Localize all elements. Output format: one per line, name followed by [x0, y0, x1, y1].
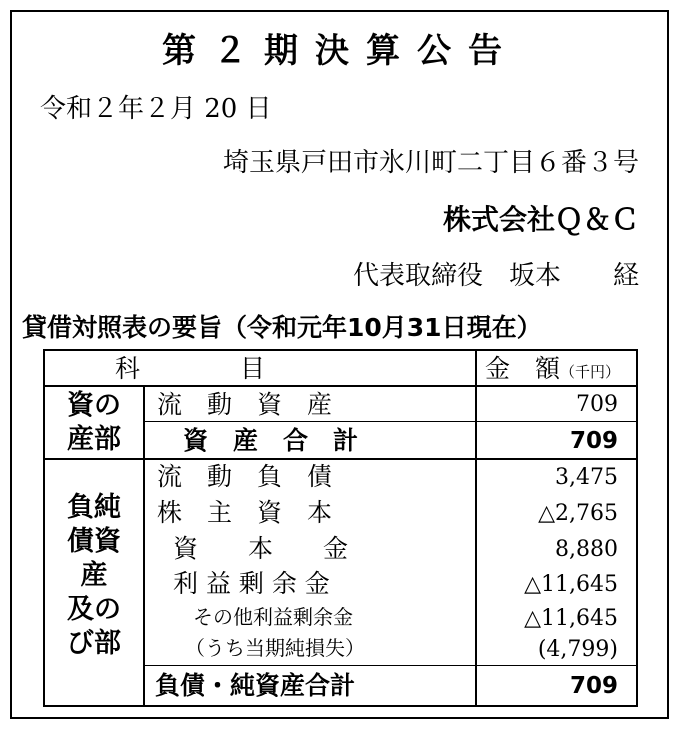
capital-stock-label: 資 本 金: [173, 534, 349, 563]
net-loss-label: （うち当期純損失）: [185, 636, 365, 660]
assets-section-divider: [45, 458, 636, 460]
current-assets-label: 流 動 資 産: [157, 390, 333, 419]
header-unit: （千円）: [560, 363, 621, 381]
company-address: 埼玉県戸田市氷川町二丁目６番３号: [222, 148, 639, 178]
section-column-divider: [143, 387, 145, 705]
total-liabilities-net-assets-label: 負債・純資産合計: [155, 671, 356, 700]
shareholders-equity-label: 株 主 資 本: [157, 498, 333, 527]
balance-sheet-table: [43, 349, 638, 707]
capital-stock-value: 8,880: [555, 537, 618, 562]
current-liabilities-label: 流 動 負 債: [157, 462, 333, 491]
shareholders-equity-value: △2,765: [538, 501, 618, 526]
current-liabilities-value: 3,475: [555, 465, 618, 490]
assets-row-divider: [143, 421, 636, 422]
total-row-divider: [143, 665, 636, 666]
amount-column-divider: [475, 351, 477, 705]
company-name: 株式会社Ｑ＆Ｃ: [442, 203, 639, 236]
notice-title: 第２期決算公告: [162, 31, 519, 71]
total-assets-value: 709: [569, 428, 618, 454]
net-loss-value: (4,799): [537, 637, 618, 662]
representative: 代表取締役 坂本 経: [352, 261, 639, 291]
header-amount-label: 金 額: [485, 354, 561, 383]
header-item: 科 目: [115, 354, 266, 383]
header-amount: [485, 356, 620, 381]
retained-earnings-label: 利 益 剰 余 金: [173, 569, 330, 598]
current-assets-value: 709: [576, 392, 618, 417]
total-liabilities-net-assets-value: 709: [569, 673, 618, 699]
total-assets-label: 資 産 合 計: [183, 426, 359, 455]
assets-section-label: 資の 産部: [67, 390, 121, 455]
other-retained-earnings-label: その他利益剰余金: [193, 605, 353, 629]
retained-earnings-value: △11,645: [524, 572, 618, 597]
other-retained-earnings-value: △11,645: [524, 606, 618, 631]
notice-date: 令和２年２月 20 日: [40, 94, 272, 124]
header-divider: [45, 385, 636, 387]
liabilities-section-label: 負純 債資 産 及の び部: [67, 492, 121, 659]
balance-sheet-title: 貸借対照表の要旨（令和元年10月31日現在）: [22, 313, 542, 342]
